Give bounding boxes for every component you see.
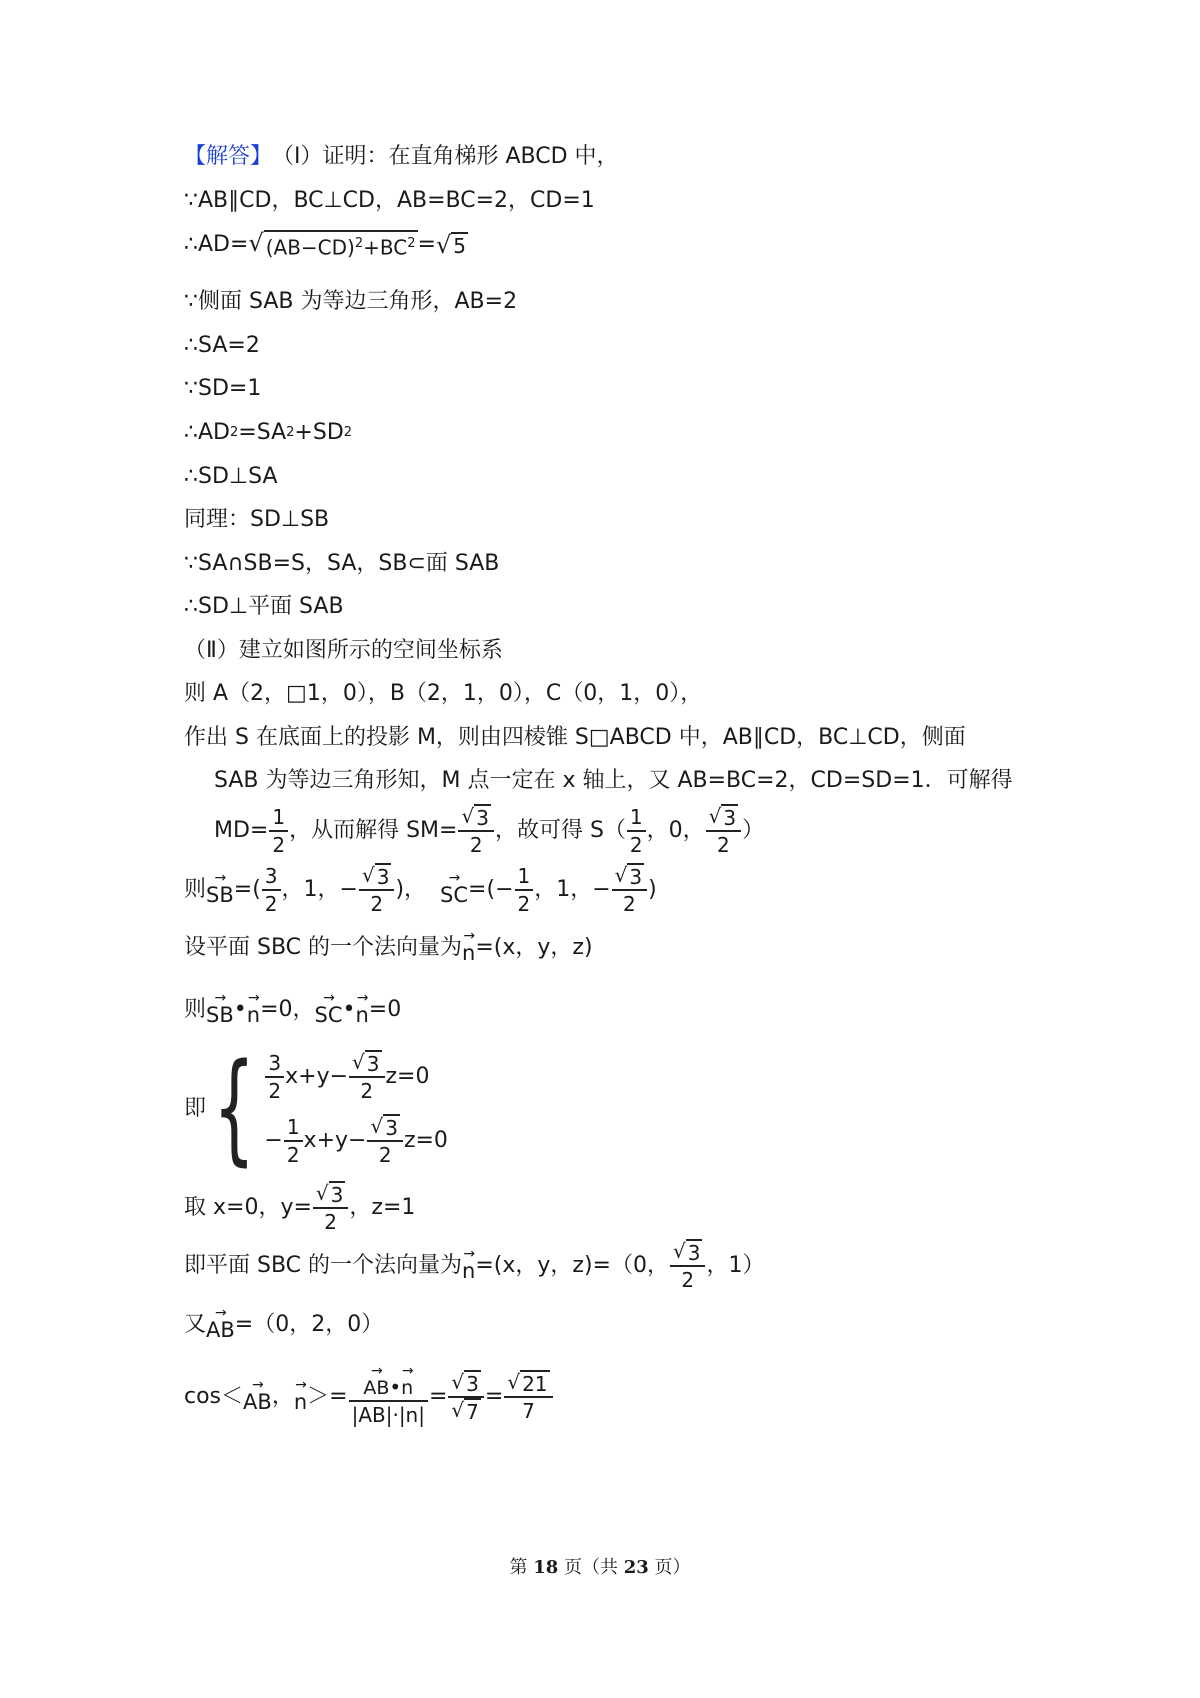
brace-icon: { — [213, 1039, 256, 1178]
sqrt-expression: √ $(AB-CD)^2+BC^2$ — [248, 229, 416, 260]
line-conclusion-1: ∴SD⊥平面 SAB — [184, 594, 344, 619]
line-normal-vector-result: 即平面 SBC 的一个法向量为 → n =(x，y，z)=（0， √ 3 2 ，1） — [184, 1239, 765, 1292]
line-given: ∵AB∥CD，BC⊥CD，AB=BC=2，CD=1 — [184, 188, 595, 213]
line-equilateral: ∵侧面 SAB 为等边三角形，AB=2 — [184, 289, 518, 314]
line-ad-formula: ∴AD= √ $(AB-CD)^2+BC^2$ = √ 5 — [184, 229, 466, 260]
part2-intro: （Ⅱ）建立如图所示的空间坐标系 — [184, 638, 503, 663]
line-sa: ∴SA=2 — [184, 333, 260, 358]
part1-intro: （Ⅰ）证明：在直角梯形 ABCD 中， — [272, 144, 619, 169]
line-take-values: 取 x=0，y= √ 3 2 ，z=1 — [184, 1181, 416, 1234]
line-projection: 作出 S 在底面上的投影 M，则由四棱锥 S□ABCD 中，AB∥CD，BC⊥CD，侧面 — [184, 725, 966, 750]
line-cosine: cos＜ → AB ， → n ＞= → AB • → n |AB|·|n| = √ 3 √ 7 = √ 21 7 — [184, 1366, 554, 1428]
cosine-fraction: → AB • → n |AB|·|n| — [349, 1366, 428, 1428]
line-pythagoras: ∴AD 2 =SA 2 +SD 2 — [184, 420, 353, 445]
line-dot-products: 则 → SB • → n =0， → SC • → n =0 — [184, 990, 402, 1027]
line-projection-cont: SAB 为等边三角形知，M 点一定在 x 轴上，又 AB=BC=2，CD=SD=1．可解得 — [214, 768, 1013, 793]
equation-1: $\frac{3}{2}$ x+y− √ 3 2 z=0 — [264, 1050, 448, 1104]
line-sd-perp-sa: ∴SD⊥SA — [184, 464, 278, 489]
line-vector-ab: 又 → AB =（0，2，0） — [184, 1305, 384, 1342]
solution-heading — [184, 142, 619, 172]
line-intersection: ∵SA∩SB=S，SA，SB⊂面 SAB — [184, 551, 500, 576]
sqrt-5: √ 5 — [435, 231, 466, 259]
line-normal-vector-def: 设平面 SBC 的一个法向量为 → n =(x，y，z) — [184, 928, 593, 965]
line-vectors-sb-sc: 则 → SB =( $\frac{3}{2}$ ，1，− √ 3 2 )， → SC =(− $\frac{1}{2}$ ，1，− √ 3 2 ) — [184, 863, 657, 916]
line-coordinates: 则 A（2，□1，0），B（2，1，0），C（0，1，0）， — [184, 681, 703, 706]
equation-system: 即 { $\frac{3}{2}$ x+y− √ 3 2 z=0 − $\frac{1}{2}$ x+y− √ 3 2 z=0 — [184, 1039, 448, 1178]
line-sd-perp-sb: 同理：SD⊥SB — [184, 507, 330, 532]
page-footer: 第 18 页（共 23 页） — [509, 1557, 691, 1578]
current-page: 18 — [533, 1557, 559, 1578]
line-s-point: MD= $\frac{1}{2}$ ，从而解得 SM= √ 3 2 ，故可得 S（ $\frac{1}{2}$ ，0， √ 3 2 ） — [214, 804, 765, 857]
line-sd: ∵SD=1 — [184, 376, 262, 401]
total-pages: 23 — [623, 1557, 649, 1578]
equation-2: − $\frac{1}{2}$ x+y− √ 3 2 z=0 — [264, 1114, 448, 1167]
answer-tag: 【解答】 — [184, 144, 273, 169]
